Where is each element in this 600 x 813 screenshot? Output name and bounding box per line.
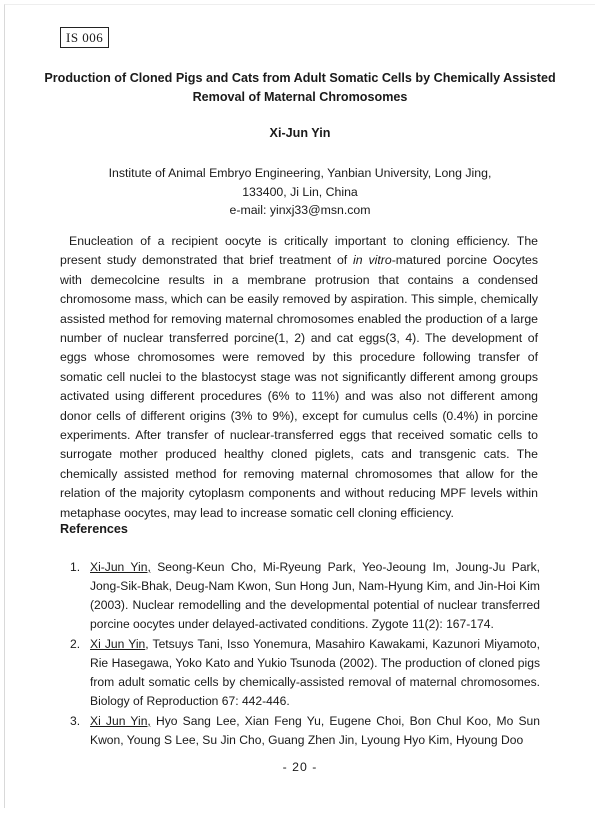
reference-item-2 xyxy=(70,635,540,711)
references-list xyxy=(70,558,540,751)
reference-lead-author: Xi Jun Yin xyxy=(90,637,146,651)
references-heading: References xyxy=(60,522,128,536)
abstract-text-1: Enucleation of a recipient oocyte is critically important to cloning efficiency. The present study demonstrated that brief treatment of xyxy=(60,234,538,268)
page-number: - 20 - xyxy=(282,760,318,774)
title-line-1: Production of Cloned Pigs and Cats from Adult Somatic Cells by Chemically Assisted xyxy=(44,71,556,85)
affiliation-line-2: 133400, Ji Lin, China xyxy=(242,184,358,199)
abstract-italic-term: in vitro xyxy=(353,253,392,268)
reference-lead-author: Xi Jun Yin, xyxy=(90,714,151,728)
reference-number: 1. xyxy=(70,560,81,574)
reference-item-3 xyxy=(70,712,540,750)
abstract xyxy=(60,232,538,523)
reference-text: , Tetsuys Tani, Isso Yonemura, Masahiro Kawakami, Kazunori Miyamoto, Rie Hasegawa, Yoko Kato and Yukio Tsunoda (2002). The production of cloned pigs from adult somatic cells by chemically-assisted removal of maternal chromosomes. Biology of Reproduction 67: 442-446. xyxy=(90,637,540,708)
reference-item-1 xyxy=(70,558,540,634)
abstract-text-2: -matured porcine Oocytes with demecolcine results in a membrane protrusion that contains a condensed chromosome mass, which can be easily removed by aspiration. This simple, chemically assisted method for removing maternal chromosomes enabled the production of a large number of nuclear transferred porcine(1, 2) and cat eggs(3, 4). The development of eggs whose chromosomes were removed by this procedure following transfer of somatic cell nuclei to the blastocyst stage was not significantly different among groups activated using different procedures (6% to 11%) and was also not different among donor cells of different origins (3% to 9%), except for cumulus cells (0.4%) in porcine experiments. After transfer of nuclear-transferred eggs that received somatic cells to surrogate mother produced healthy cloned piglets, cats and transgenic cats. The chemically assisted method for removing maternal chromosomes that allow for the relation of the majority cytoplasm components and without reducing MPF levels within metaphase oocytes, may lead to increase somatic cell cloning efficiency. xyxy=(60,253,538,520)
email-line: e-mail: yinxj33@msn.com xyxy=(229,203,371,217)
reference-number: 3. xyxy=(70,714,81,728)
title-line-2: Removal of Maternal Chromosomes xyxy=(192,90,408,104)
affiliation-line-1: Institute of Animal Embryo Engineering, Yanbian University, Long Jing, xyxy=(108,166,492,180)
reference-text: Seong-Keun Cho, Mi-Ryeung Park, Yeo-Jeoung Im, Joung-Ju Park, Jong-Sik-Bhak, Deug-Nam Kwon, Sun Hong Jun, Nam-Hyung Kim, and Jin-Hoi Kim (2003). Nuclear remodelling and the developmental potential of nuclear transferred porcine oocytes under delayed-activated conditions. Zygote 11(2): 167-174. xyxy=(90,560,540,631)
author-name: Xi-Jun Yin xyxy=(269,126,331,140)
paper-title xyxy=(40,69,560,107)
reference-lead-author: Xi-Jun Yin, xyxy=(90,560,151,574)
document-tag: IS 006 xyxy=(60,27,109,48)
affiliation xyxy=(0,164,600,220)
reference-text: Hyo Sang Lee, Xian Feng Yu, Eugene Choi, Bon Chul Koo, Mo Sun Kwon, Young S Lee, Su Jin Cho, Guang Zhen Jin, Lyoung Hyo Kim, Hyoung Doo xyxy=(90,714,540,747)
abstract-paragraph xyxy=(60,232,538,523)
reference-number: 2. xyxy=(70,637,81,651)
